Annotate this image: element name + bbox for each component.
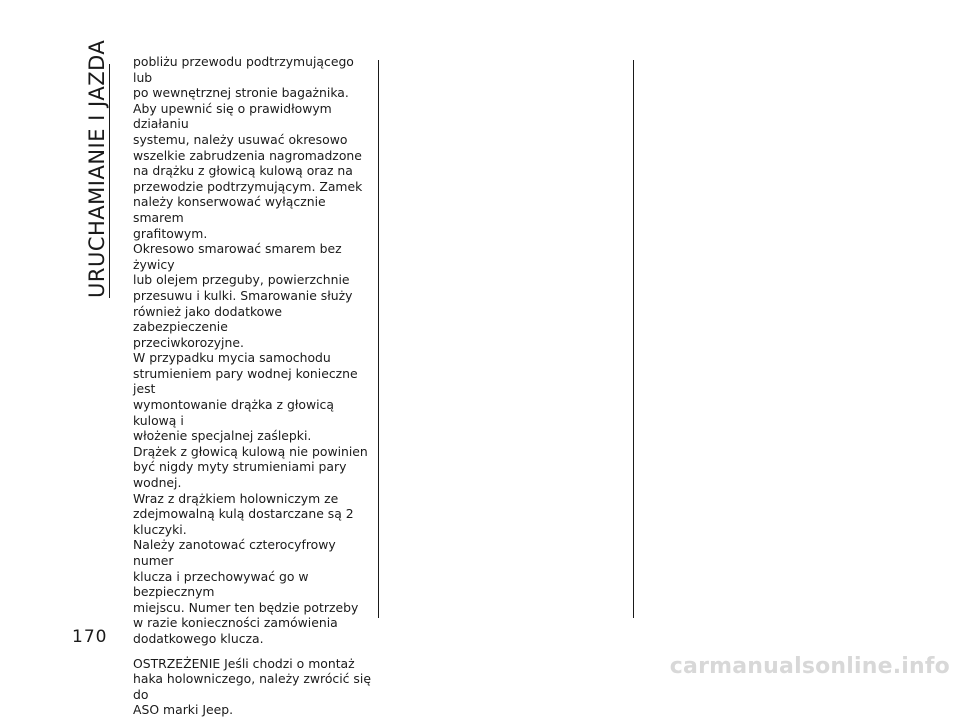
paragraph-3: Okresowo smarować smarem bez żywicy lub olejem przeguby, powierzchnie przesuwu i kulki. Smarowanie służy również jako dodatkowe zabezpieczenie przeciwkorozyjne. <box>133 241 353 350</box>
section-title: URUCHAMIANIE I JAZDA <box>85 39 109 298</box>
paragraph-4: W przypadku mycia samochodu strumieniem pary wodnej konieczne jest wymontowanie drążka z głowicą kulową i włożenie specjalnej zaślepki. <box>133 350 358 444</box>
paragraph-7: Należy zanotować czterocyfrowy numer klucza i przechowywać go w bezpiecznym miejscu. Numer ten będzie potrzeby w razie konieczności zamówienia dodatkowego klucza. <box>133 537 359 646</box>
paragraph-6: Wraz z drążkiem holowniczym ze zdejmowalną kulą dostarczane są 2 kluczyki. <box>133 490 354 537</box>
text-column <box>133 54 373 718</box>
paragraph-2: Aby upewnić się o prawidłowym działaniu systemu, należy usuwać okresowo wszelkie zabrudzenia nagromadzone na drążku z głowicą kulową oraz na przewodzie podtrzymującym. Zamek należy konserwować wyłącznie smarem grafitowym. <box>133 100 363 241</box>
warning-note: OSTRZEŻENIE Jeśli chodzi o montaż haka holowniczego, należy zwrócić się do ASO marki Jeep. <box>133 655 371 718</box>
paragraph-1: pobliżu przewodu podtrzymującego lub po wewnętrznej stronie bagażnika. <box>133 54 354 101</box>
column-divider-left <box>378 60 379 618</box>
paragraph-5: Drążek z głowicą kulową nie powinien być nigdy myty strumieniami pary wodnej. <box>133 443 368 491</box>
page-number: 170 <box>72 627 108 647</box>
watermark: carmanualsonline.info <box>669 654 950 679</box>
column-divider-right <box>633 60 634 618</box>
section-title-rule <box>109 64 110 298</box>
